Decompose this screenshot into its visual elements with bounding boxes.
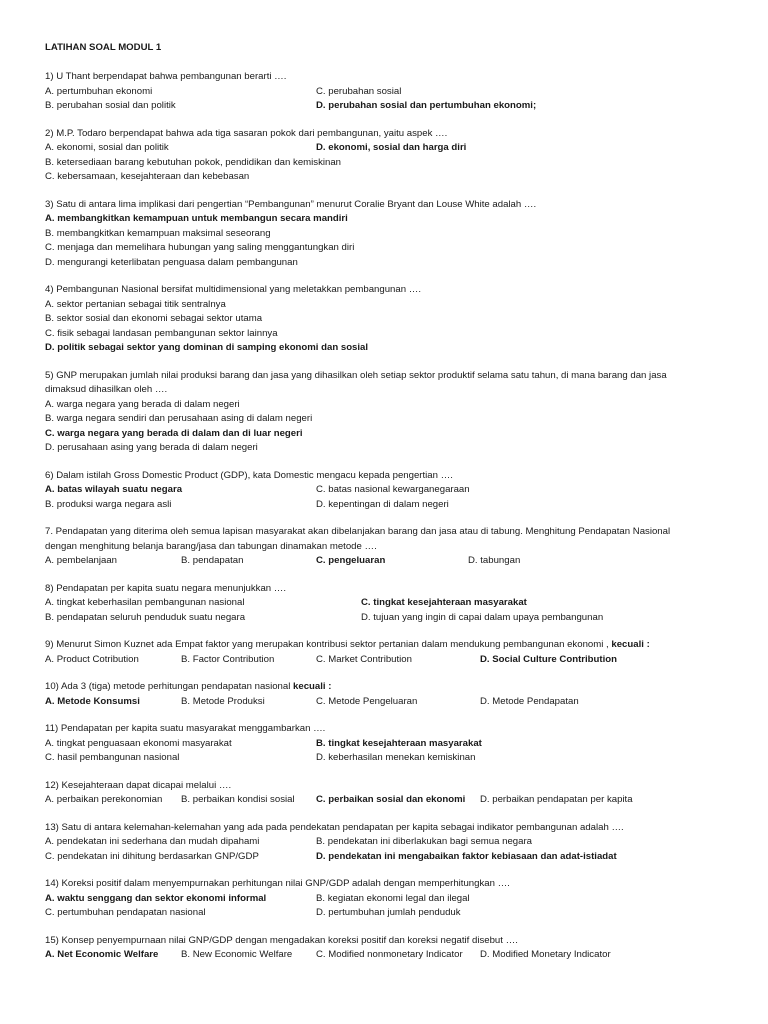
option-d-answer: D. ekonomi, sosial dan harga diri xyxy=(316,142,467,153)
option-c: C. pendekatan ini dihitung berdasarkan GNP/GDP xyxy=(45,850,259,862)
question-text: 9) Menurut Simon Kuznet ada Empat faktor yang merupakan kontribusi sektor pertanian dalam mendukung pembangunan ekonomi , xyxy=(45,639,609,650)
question-text-line-1: 7. Pendapatan yang diterima oleh semua lapisan masyarakat akan dibelanjakan barang dan jasa atau di tabung. Menghitung Pendapatan Nasional xyxy=(45,526,671,537)
document-title: LATIHAN SOAL MODUL 1 xyxy=(45,42,162,53)
question-text: 10) Ada 3 (tiga) metode perhitungan pendapatan nasional xyxy=(45,681,291,692)
question-2 xyxy=(45,127,725,185)
option-d: D. tabungan xyxy=(468,555,521,566)
option-a: A. tingkat keberhasilan pembangunan nasional xyxy=(45,597,245,608)
option-d: D. perusahaan asing yang berada di dalam negeri xyxy=(45,442,258,453)
question-text: 4) Pembangunan Nasional bersifat multidimensional yang meletakkan pembangunan …. xyxy=(45,284,421,295)
option-c: C. fisik sebagai landasan pembangunan sektor lainnya xyxy=(45,327,278,339)
option-d-answer: D. Social Culture Contribution xyxy=(480,653,617,665)
option-d-answer: D. perubahan sosial dan pertumbuhan ekonomi; xyxy=(316,100,537,111)
option-c: C. batas nasional kewarganegaraan xyxy=(316,484,470,495)
option-b: B. membangkitkan kemampuan maksimal seseorang xyxy=(45,227,271,239)
option-b: B. perubahan sosial dan politik xyxy=(45,100,176,111)
option-a: A. warga negara yang berada di dalam negeri xyxy=(45,398,240,410)
option-b-answer: B. tingkat kesejahteraan masyarakat xyxy=(316,737,482,749)
option-c: C. perubahan sosial xyxy=(316,85,402,97)
question-text: 15) Konsep penyempurnaan nilai GNP/GDP dengan mengadakan koreksi positif dan koreksi negatif disebut …. xyxy=(45,934,518,946)
option-b: B. perbaikan kondisi sosial xyxy=(181,794,295,805)
question-text-line-2: dengan menghitung belanja barang/jasa dan tabungan dinamakan metode …. xyxy=(45,540,377,552)
option-b: B. Metode Produksi xyxy=(181,695,265,707)
option-d-answer: D. pendekatan ini mengabaikan faktor kebiasaan dan adat-istiadat xyxy=(316,850,617,862)
option-c: C. kebersamaan, kesejahteraan dan kebebasan xyxy=(45,171,250,182)
option-a-answer: A. Metode Konsumsi xyxy=(45,695,140,707)
question-emphasis: kecuali : xyxy=(608,639,650,650)
question-15 xyxy=(45,934,725,963)
question-1 xyxy=(45,70,725,114)
question-3 xyxy=(45,198,725,271)
question-7 xyxy=(45,525,725,569)
option-a: A. sektor pertanian sebagai titik sentralnya xyxy=(45,298,226,310)
question-text-line-1: 5) GNP merupakan jumlah nilai produksi barang dan jasa yang dihasilkan oleh setiap sektor produktif selama satu tahun, di mana barang dan jasa xyxy=(45,369,667,381)
option-a-answer: A. waktu senggang dan sektor ekonomi informal xyxy=(45,892,267,904)
option-a-answer: A. membangkitkan kemampuan untuk membangun secara mandiri xyxy=(45,213,348,224)
option-d: D. keberhasilan menekan kemiskinan xyxy=(316,752,476,763)
option-d: D. tujuan yang ingin di capai dalam upaya pembangunan xyxy=(361,611,604,623)
option-c-answer: C. warga negara yang berada di dalam dan di luar negeri xyxy=(45,427,303,439)
option-c: C. Metode Pengeluaran xyxy=(316,695,418,707)
question-text: 11) Pendapatan per kapita suatu masyarakat menggambarkan …. xyxy=(45,723,326,734)
option-b: B. ketersediaan barang kebutuhan pokok, pendidikan dan kemiskinan xyxy=(45,156,342,168)
option-a-answer: A. Net Economic Welfare xyxy=(45,949,159,960)
document-page xyxy=(45,41,725,976)
option-a: A. perbaikan perekonomian xyxy=(45,794,163,805)
question-text: 12) Kesejahteraan dapat dicapai melalui …. xyxy=(45,779,232,791)
option-d-answer: D. politik sebagai sektor yang dominan di samping ekonomi dan sosial xyxy=(45,342,369,353)
option-c-answer: C. tingkat kesejahteraan masyarakat xyxy=(361,597,527,608)
option-c: C. Modified nonmonetary Indicator xyxy=(316,949,463,960)
question-text: 3) Satu di antara lima implikasi dari pengertian “Pembangunan” menurut Coralie Bryant dan Louse White adalah …. xyxy=(45,198,537,210)
question-emphasis: kecuali : xyxy=(290,681,332,692)
option-b: B. sektor sosial dan ekonomi sebagai sektor utama xyxy=(45,313,263,324)
option-c-answer: C. pengeluaran xyxy=(316,555,386,566)
option-b: B. pendekatan ini diberlakukan bagi semua negara xyxy=(316,836,533,847)
option-d: D. Metode Pendapatan xyxy=(480,695,579,707)
option-b: B. produksi warga negara asli xyxy=(45,498,172,510)
question-4 xyxy=(45,283,725,356)
option-b: B. pendapatan seluruh penduduk suatu negara xyxy=(45,611,246,623)
question-5 xyxy=(45,369,725,456)
option-d: D. pertumbuhan jumlah penduduk xyxy=(316,907,461,918)
question-text: 8) Pendapatan per kapita suatu negara menunjukkan …. xyxy=(45,582,287,594)
option-b: B. warga negara sendiri dan perusahaan asing di dalam negeri xyxy=(45,413,313,424)
option-b: B. kegiatan ekonomi legal dan ilegal xyxy=(316,892,470,904)
option-b: B. New Economic Welfare xyxy=(181,949,293,960)
question-6 xyxy=(45,469,725,513)
option-c: C. Market Contribution xyxy=(316,653,412,665)
option-c: C. menjaga dan memelihara hubungan yang saling menggantungkan diri xyxy=(45,242,355,253)
question-11 xyxy=(45,722,725,766)
option-a: A. pertumbuhan ekonomi xyxy=(45,85,153,97)
question-12 xyxy=(45,779,725,808)
question-9 xyxy=(45,638,725,667)
question-text: 13) Satu di antara kelemahan-kelemahan yang ada pada pendekatan pendapatan per kapita sebagai indikator pembangunan adalah …. xyxy=(45,821,624,833)
option-a: A. Product Cotribution xyxy=(45,653,139,665)
option-d: D. perbaikan pendapatan per kapita xyxy=(480,794,633,805)
option-b: B. pendapatan xyxy=(181,555,244,566)
option-c-answer: C. perbaikan sosial dan ekonomi xyxy=(316,794,466,805)
option-d: D. Modified Monetary Indicator xyxy=(480,949,611,960)
question-text: 1) U Thant berpendapat bahwa pembangunan berarti …. xyxy=(45,71,287,82)
option-d: D. mengurangi keterlibatan penguasa dalam pembangunan xyxy=(45,256,298,268)
question-text-line-2: dimaksud dihasilkan oleh …. xyxy=(45,384,168,395)
option-b: B. Factor Contribution xyxy=(181,653,275,665)
option-a: A. pendekatan ini sederhana dan mudah dipahami xyxy=(45,836,260,847)
question-13 xyxy=(45,821,725,865)
option-a: A. tingkat penguasaan ekonomi masyarakat xyxy=(45,737,232,749)
option-d: D. kepentingan di dalam negeri xyxy=(316,498,449,510)
option-c: C. hasil pembangunan nasional xyxy=(45,752,180,763)
question-text: 14) Koreksi positif dalam menyempurnakan perhitungan nilai GNP/GDP adalah dengan memperhitungkan …. xyxy=(45,878,510,889)
question-10 xyxy=(45,680,725,709)
question-8 xyxy=(45,582,725,626)
option-a-answer: A. batas wilayah suatu negara xyxy=(45,484,183,495)
option-a: A. ekonomi, sosial dan politik xyxy=(45,142,169,153)
question-14 xyxy=(45,877,725,921)
question-text: 6) Dalam istilah Gross Domestic Product (GDP), kata Domestic mengacu kepada pengertian …. xyxy=(45,469,453,481)
option-a: A. pembelanjaan xyxy=(45,555,118,566)
option-c: C. pertumbuhan pendapatan nasional xyxy=(45,907,206,918)
question-text: 2) M.P. Todaro berpendapat bahwa ada tiga sasaran pokok dari pembangunan, yaitu aspek …. xyxy=(45,127,448,139)
